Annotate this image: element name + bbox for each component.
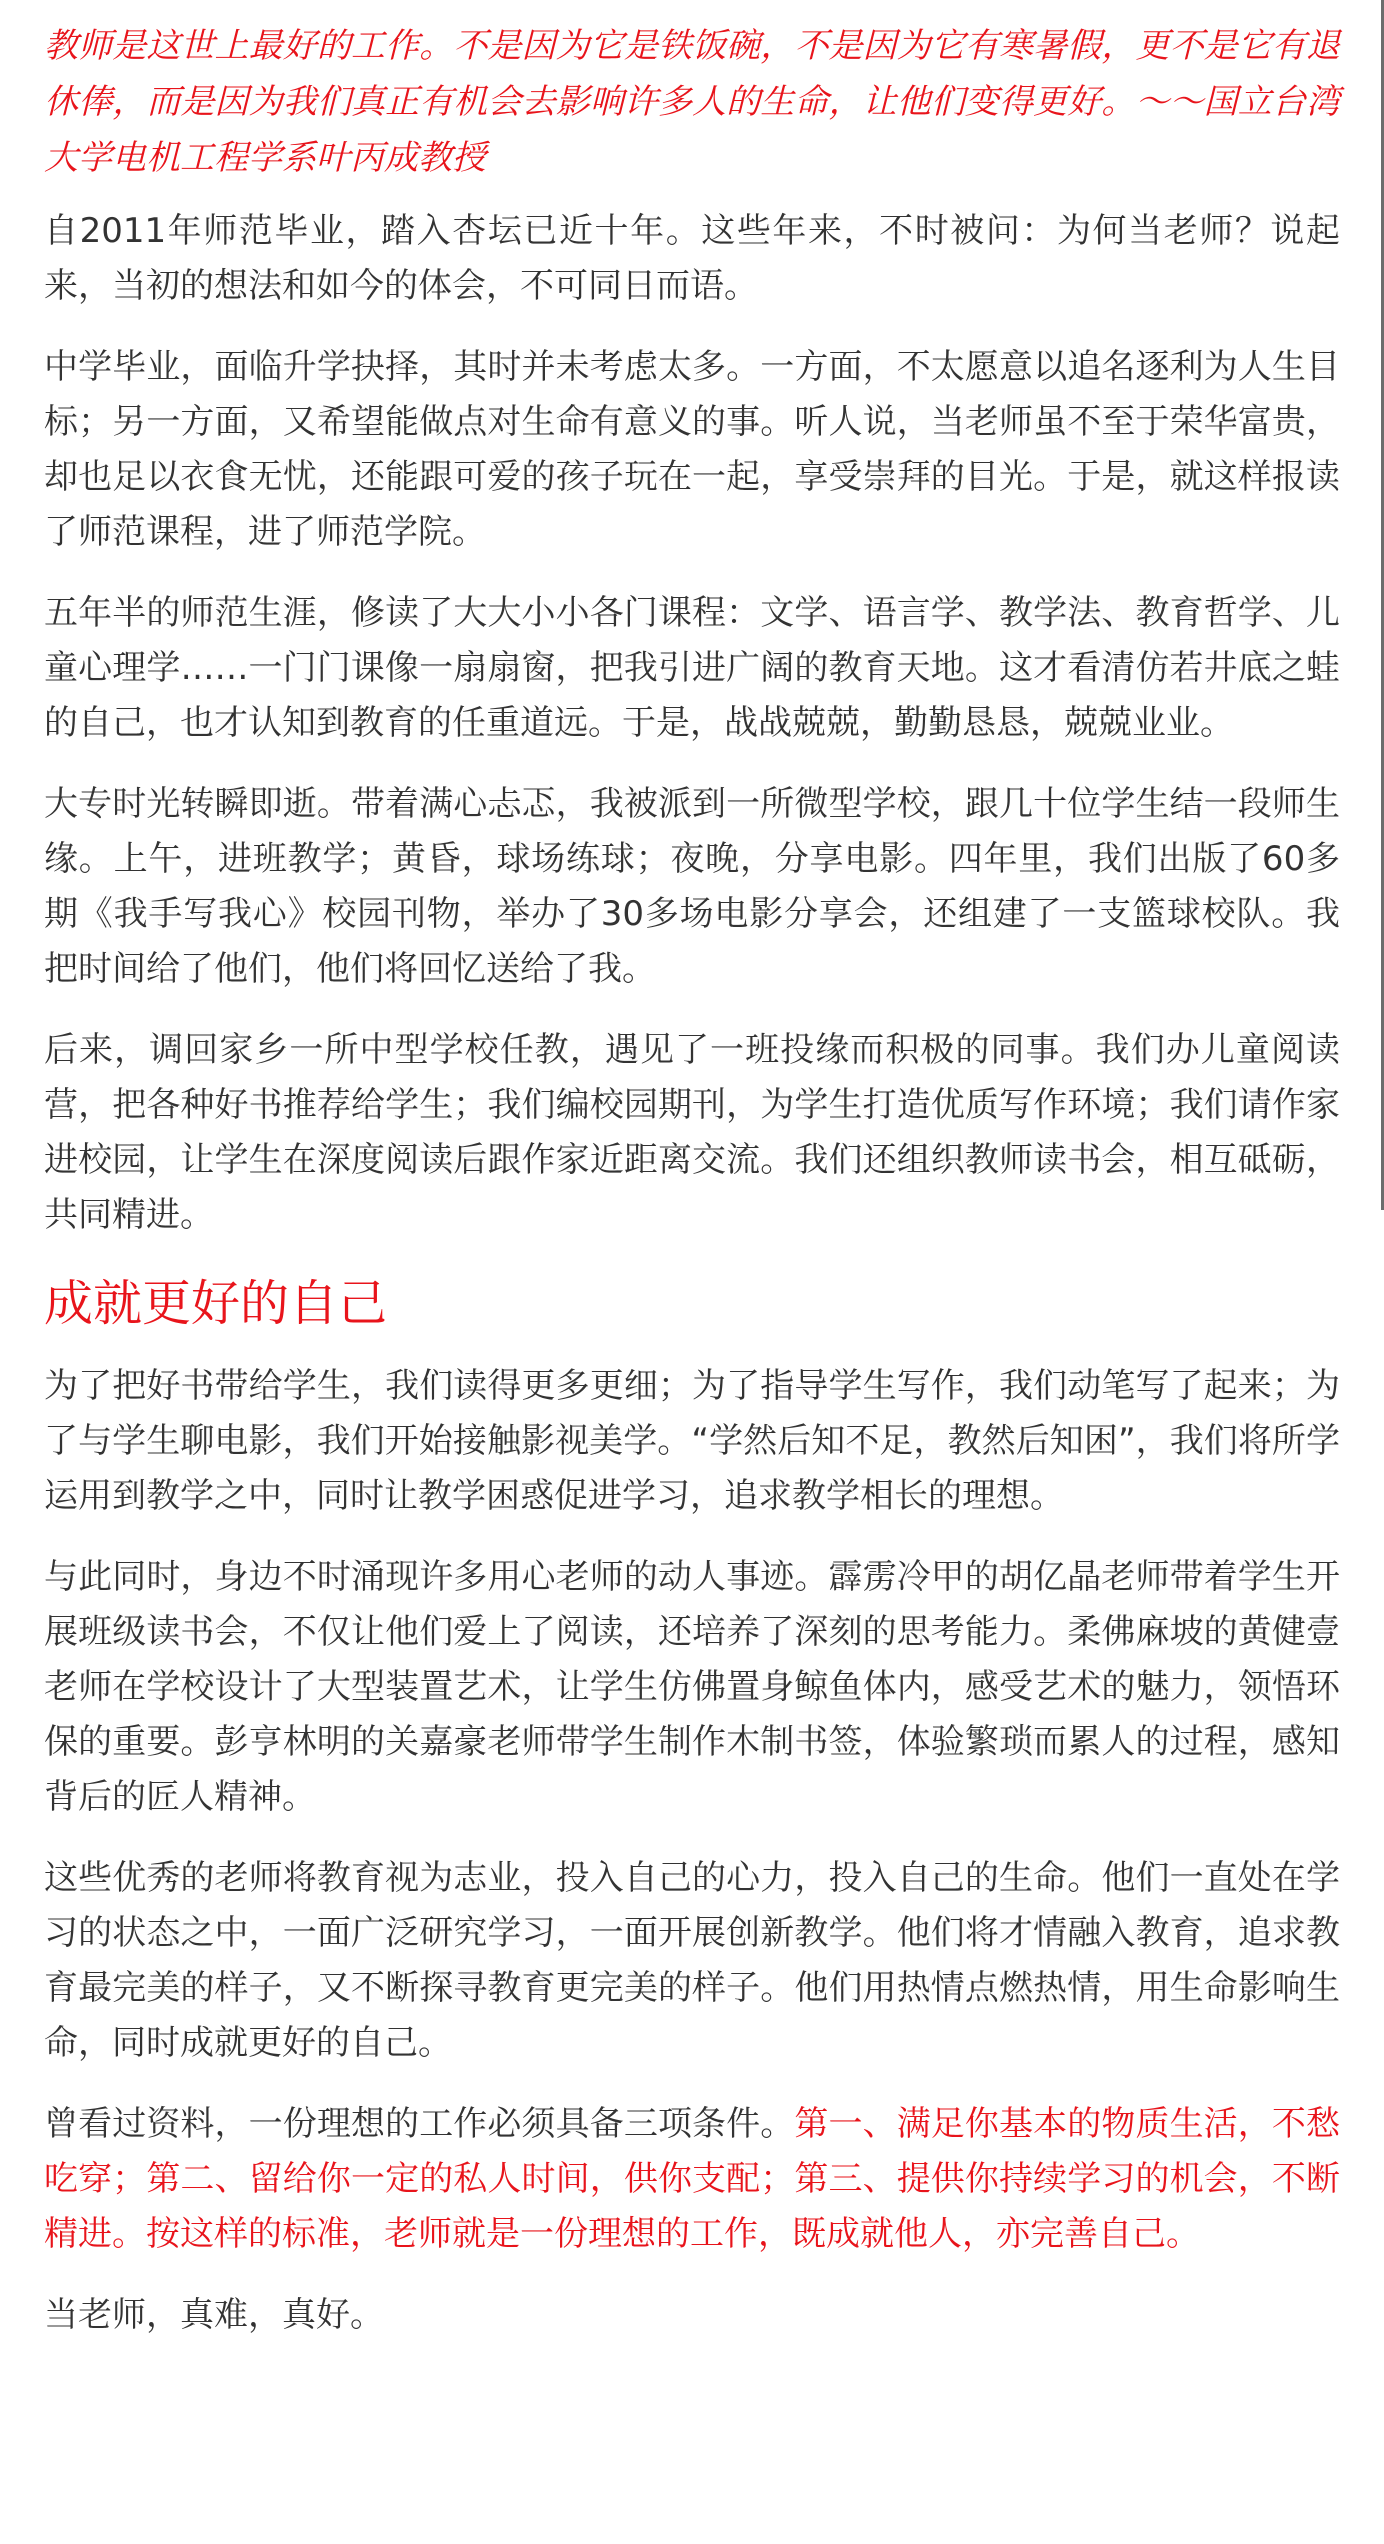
article-body xyxy=(44,18,1340,2369)
ideal-job-intro: 曾看过资料，一份理想的工作必须具备三项条件。 xyxy=(44,2104,795,2144)
opening-quote: 教师是这世上最好的工作。不是因为它是铁饭碗，不是因为它有寒暑假，更不是它有退休俸，而是因为我们真正有机会去影响许多人的生命，让他们变得更好。～～国立台湾大学电机工程学系叶丙成教授 xyxy=(44,26,1340,178)
paragraph-hometown-school: 后来，调回家乡一所中型学校任教，遇见了一班投缘而积极的同事。我们办儿童阅读营，把各种好书推荐给学生；我们编校园期刊，为学生打造优质写作环境；我们请作家进校园，让学生在深度阅读后跟作家近距离交流。我们还组织教师读书会，相互砥砺，共同精进。 xyxy=(44,1030,1340,1235)
paragraph-colleagues: 与此同时，身边不时涌现许多用心老师的动人事迹。霹雳冷甲的胡亿晶老师带着学生开展班级读书会，不仅让他们爱上了阅读，还培养了深刻的思考能力。柔佛麻坡的黄健壹老师在学校设计了大型装置艺术，让学生仿佛置身鲸鱼体内，感受艺术的魅力，领悟环保的重要。彭亨林明的关嘉豪老师带学生制作木制书签，体验繁琐而累人的过程，感知背后的匠人精神。 xyxy=(44,1557,1340,1817)
paragraph-ideal-job xyxy=(44,2097,1340,2262)
section-heading: 成就更好的自己 xyxy=(44,1275,388,1332)
paragraph-teacher-training: 五年半的师范生涯，修读了大大小小各门课程：文学、语言学、教学法、教育哲学、儿童心理学……一门门课像一扇扇窗，把我引进广阔的教育天地。这才看清仿若井底之蛙的自己，也才认知到教育的任重道远。于是，战战兢兢，勤勤恳恳，兢兢业业。 xyxy=(44,593,1340,743)
ideal-job-conditions: 第一、满足你基本的物质生活，不愁吃穿；第二、留给你一定的私人时间，供你支配；第三、提供你持续学习的机会，不断精进。按这样的标准，老师就是一份理想的工作，既成就他人，亦完善自己。 xyxy=(44,2104,1341,2254)
paragraph-vocation: 这些优秀的老师将教育视为志业，投入自己的心力，投入自己的生命。他们一直处在学习的状态之中，一面广泛研究学习，一面开展创新教学。他们将才情融入教育，追求教育最完美的样子，又不断探寻教育更完美的样子。他们用热情点燃热情，用生命影响生命，同时成就更好的自己。 xyxy=(44,1858,1340,2063)
paragraph-career-choice: 中学毕业，面临升学抉择，其时并未考虑太多。一方面，不太愿意以追名逐利为人生目标；另一方面，又希望能做点对生命有意义的事。听人说，当老师虽不至于荣华富贵，却也足以衣食无忧，还能跟可爱的孩子玩在一起，享受崇拜的目光。于是，就这样报读了师范课程，进了师范学院。 xyxy=(44,347,1340,552)
closing-line: 当老师，真难，真好。 xyxy=(44,2295,384,2335)
paragraph-learning: 为了把好书带给学生，我们读得更多更细；为了指导学生写作，我们动笔写了起来；为了与学生聊电影，我们开始接触影视美学。“学然后知不足，教然后知困”，我们将所学运用到教学之中，同时让教学困惑促进学习，追求教学相长的理想。 xyxy=(44,1366,1340,1516)
paragraph-first-school: 大专时光转瞬即逝。带着满心忐忑，我被派到一所微型学校，跟几十位学生结一段师生缘。上午，进班教学；黄昏，球场练球；夜晚，分享电影。四年里，我们出版了60多期《我手写我心》校园刊物，举办了30多场电影分享会，还组建了一支篮球校队。我把时间给了他们，他们将回忆送给了我。 xyxy=(44,784,1340,989)
paragraph-graduation: 自2011年师范毕业，踏入杏坛已近十年。这些年来，不时被问：为何当老师？说起来，当初的想法和如今的体会，不可同日而语。 xyxy=(44,211,1340,306)
